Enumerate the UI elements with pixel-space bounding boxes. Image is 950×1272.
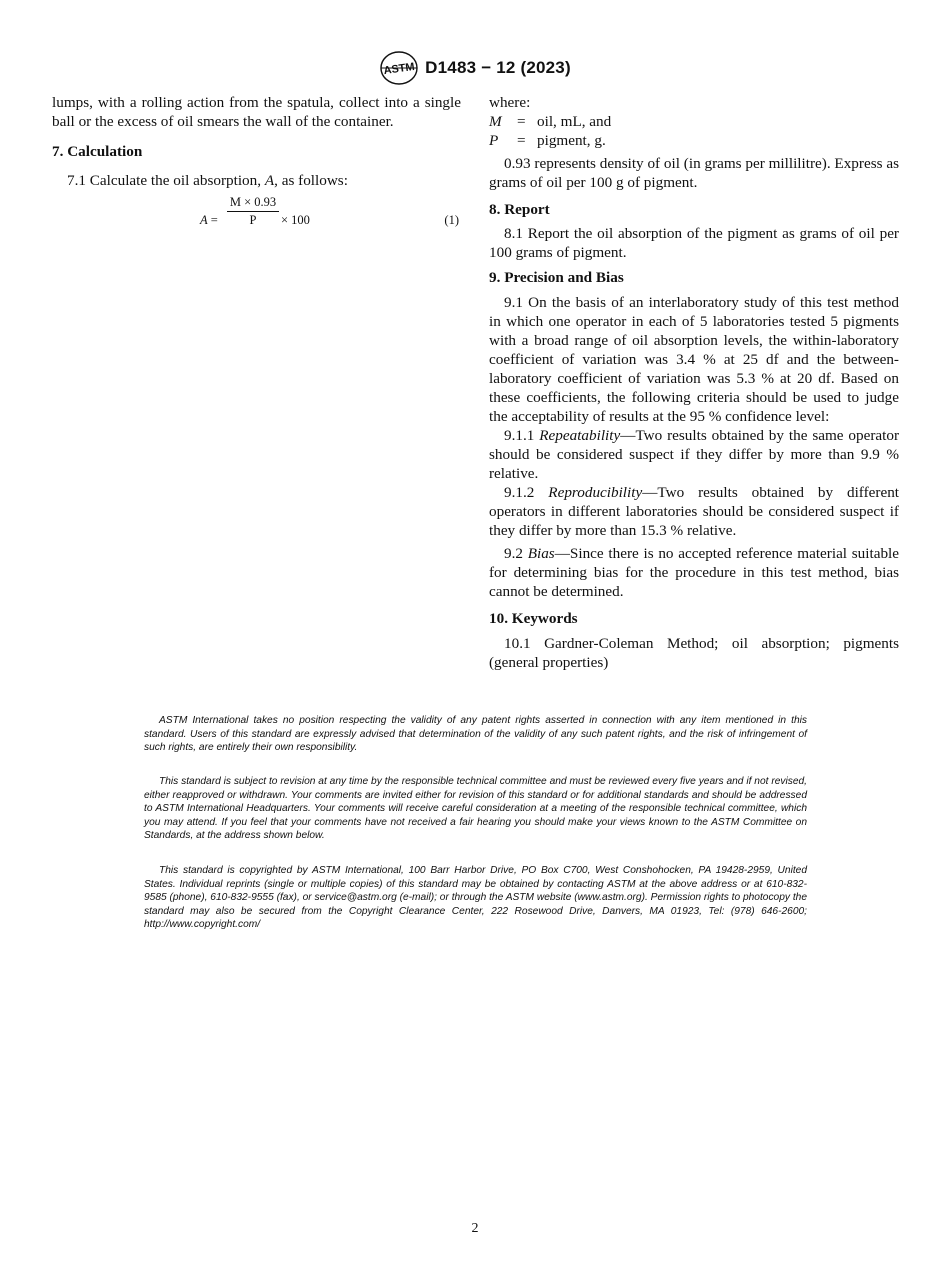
equation-1 (52, 194, 461, 240)
continuation-paragraph: lumps, with a rolling action from the spatula, collect into a single ball or the excess of oil smears the wall of the container. (52, 94, 461, 130)
equation-fraction (227, 194, 279, 228)
paragraph-9-1-2: 9.1.2 Reproducibility—Two results obtained by different operators in different laboratories should be considered suspect if they differ by more than 15.3 % relative. (489, 484, 900, 539)
equation-numerator: M × 0.93 (227, 194, 279, 212)
svg-text:ASTM: ASTM (383, 60, 416, 78)
section-10-heading: 10. Keywords (489, 610, 578, 627)
revision-notice: This standard is subject to revision at any time by the responsible technical committee and must be reviewed every five years and if not revised, either reapproved or withdrawn. Your comments are invited either for revision of this standard or for additional standards and should be addressed to ASTM International Headquarters. Your comments will receive careful consideration at a meeting of the responsible technical committee, which you may attend. If you feel that your comments have not received a fair hearing you should make your views known to the ASTM Committee on Standards, at the address shown below. (144, 776, 807, 842)
paragraph-9-2: 9.2 Bias—Since there is no accepted reference material suitable for determining bias for the procedure in this test method, bias cannot be determined. (489, 545, 899, 600)
patent-notice: ASTM International takes no position respecting the validity of any patent rights asserted in connection with any item mentioned in this standard. Users of this standard are expressly advised that determination of the validity of any such patent rights, and the risk of infringement of such rights, are entirely their own responsibility. (144, 715, 807, 754)
paragraph-10-1: 10.1 Gardner-Coleman Method; oil absorption; pigments (general properties) (489, 635, 899, 671)
density-note: 0.93 represents density of oil (in grams per millilitre). Express as grams of oil per 100 g of pigment. (489, 155, 899, 191)
paragraph-9-1: 9.1 On the basis of an interlaboratory study of this test method in which one operator in each of 5 laboratories tested 5 pigments with a broad range of oil absorption levels, the within-laboratory coefficient of variation was 3.4 % at 25 df and the between-laboratory coefficient of variation was 5.3 % at 20 df. Based on these coefficients, the following criteria should be used to judge the acceptability of results at the 95 % confidence level: (489, 294, 899, 425)
equation-lhs: A = (200, 213, 218, 227)
left-column (52, 93, 461, 240)
copyright-notice: This standard is copyrighted by ASTM International, 100 Barr Harbor Drive, PO Box C700, West Conshohocken, PA 19428-2959, United States. Individual reprints (single or multiple copies) of this standard may be obtained by contacting ASTM at the above address or at 610-832-9585 (phone), 610-832-9555 (fax), or service@astm.org (e-mail); or through the ASTM website (www.astm.org). Permission rights to photocopy the standard may also be secured from the Copyright Clearance Center, 222 Rosewood Drive, Danvers, MA 01923, Tel: (978) 646-2600; http://www.copyright.com/ (144, 865, 807, 931)
section-8-heading: 8. Report (489, 201, 550, 218)
section-7-heading: 7. Calculation (52, 143, 143, 160)
document-designation: D1483 − 12 (2023) (425, 58, 571, 77)
right-column (489, 93, 899, 672)
where-item: M = oil, mL, and (489, 113, 612, 130)
where-label: where: (489, 94, 531, 111)
paragraph-7-1: 7.1 Calculate the oil absorption, A, as follows: (67, 172, 348, 189)
where-item: P = pigment, g. (489, 132, 606, 149)
equation-denominator: P (249, 213, 257, 227)
paragraph-9-1-1: 9.1.1 Repeatability—Two results obtained by the same operator should be considered suspect if they differ by more than 9.9 % relative. (489, 427, 899, 482)
page-header (0, 50, 950, 86)
astm-logo-icon (379, 50, 419, 86)
equation-multiplier: × 100 (281, 213, 310, 227)
paragraph-8-1: 8.1 Report the oil absorption of the pigment as grams of oil per 100 grams of pigment. (489, 225, 899, 261)
page-number: 2 (471, 1221, 479, 1236)
equation-number: (1) (444, 213, 459, 227)
section-9-heading: 9. Precision and Bias (489, 269, 624, 286)
